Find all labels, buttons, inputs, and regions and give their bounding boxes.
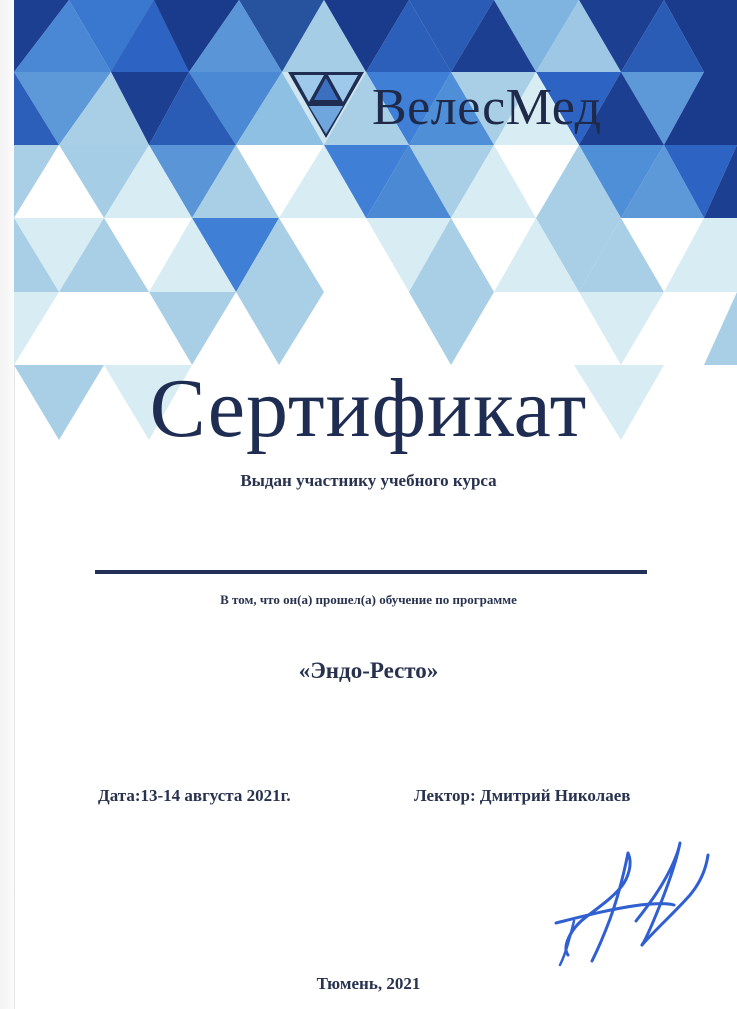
course-date: Дата:13-14 августа 2021г.: [98, 786, 291, 805]
certificate-title: Сертификат: [149, 362, 588, 455]
city-year: Тюмень, 2021: [316, 974, 421, 993]
program-name: «Эндо-Ресто»: [298, 658, 439, 683]
certificate-subtitle: Выдан участнику учебного курса: [240, 471, 497, 490]
certificate-description: В том, что он(а) прошел(а) обучение по программе: [220, 592, 517, 607]
lecturer-signature: [540, 825, 730, 975]
brand-name: ВелесМед: [372, 79, 602, 136]
lecturer-name: Лектор: Дмитрий Николаев: [414, 786, 631, 805]
page-edge-strip: [0, 0, 15, 1009]
recipient-name-line: [95, 570, 647, 574]
company-logo: [288, 72, 668, 142]
logo-emblem-icon: [288, 72, 364, 142]
